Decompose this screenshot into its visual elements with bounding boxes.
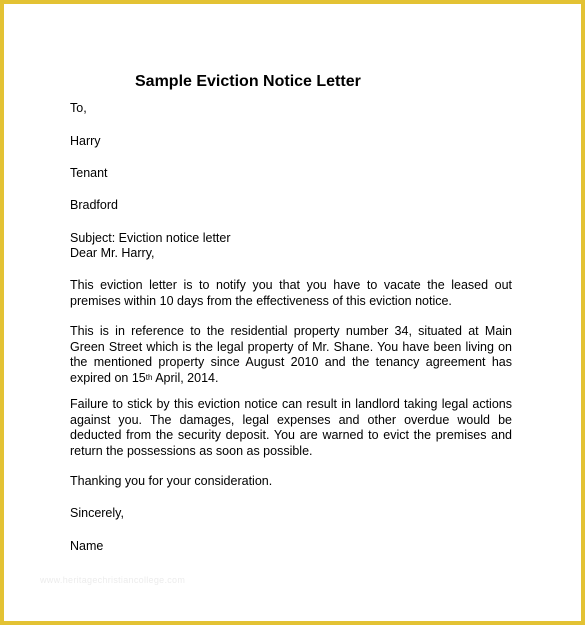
recipient-name: Harry bbox=[70, 134, 101, 148]
subject-line: Subject: Eviction notice letter bbox=[70, 231, 231, 245]
salutation: Dear Mr. Harry, bbox=[70, 246, 155, 260]
recipient-role: Tenant bbox=[70, 166, 108, 180]
letter-page bbox=[4, 4, 581, 621]
paragraph-warning: Failure to stick by this eviction notice can result in landlord taking legal actions against you. The damages, legal expenses and other overdue would be deducted from the security deposit. You are warned to evict the premises and return the possessions as soon as possible. bbox=[70, 397, 512, 458]
watermark-text: www.heritagechristiancollege.com bbox=[40, 575, 186, 585]
signature-name: Name bbox=[70, 539, 104, 553]
ordinal-suffix: th bbox=[145, 372, 153, 382]
paragraph-notice: This eviction letter is to notify you that you have to vacate the leased out premises within 10 days from the effectiveness of this eviction notice. bbox=[70, 278, 512, 308]
paragraph-reference-text: This is in reference to the residential property number 34, situated at Main Green Street which is the legal property of Mr. Shane. You have been living on the mentioned property since August 2010 and the tenancy agreement has expired on 15 bbox=[70, 324, 512, 385]
paragraph-reference-end: April, 2014. bbox=[152, 370, 219, 385]
letter-title: Sample Eviction Notice Letter bbox=[135, 73, 361, 90]
thanks-line: Thanking you for your consideration. bbox=[70, 474, 273, 488]
recipient-city: Bradford bbox=[70, 198, 118, 212]
paragraph-reference bbox=[70, 324, 512, 386]
closing-line: Sincerely, bbox=[70, 506, 124, 520]
address-to: To, bbox=[70, 101, 87, 115]
